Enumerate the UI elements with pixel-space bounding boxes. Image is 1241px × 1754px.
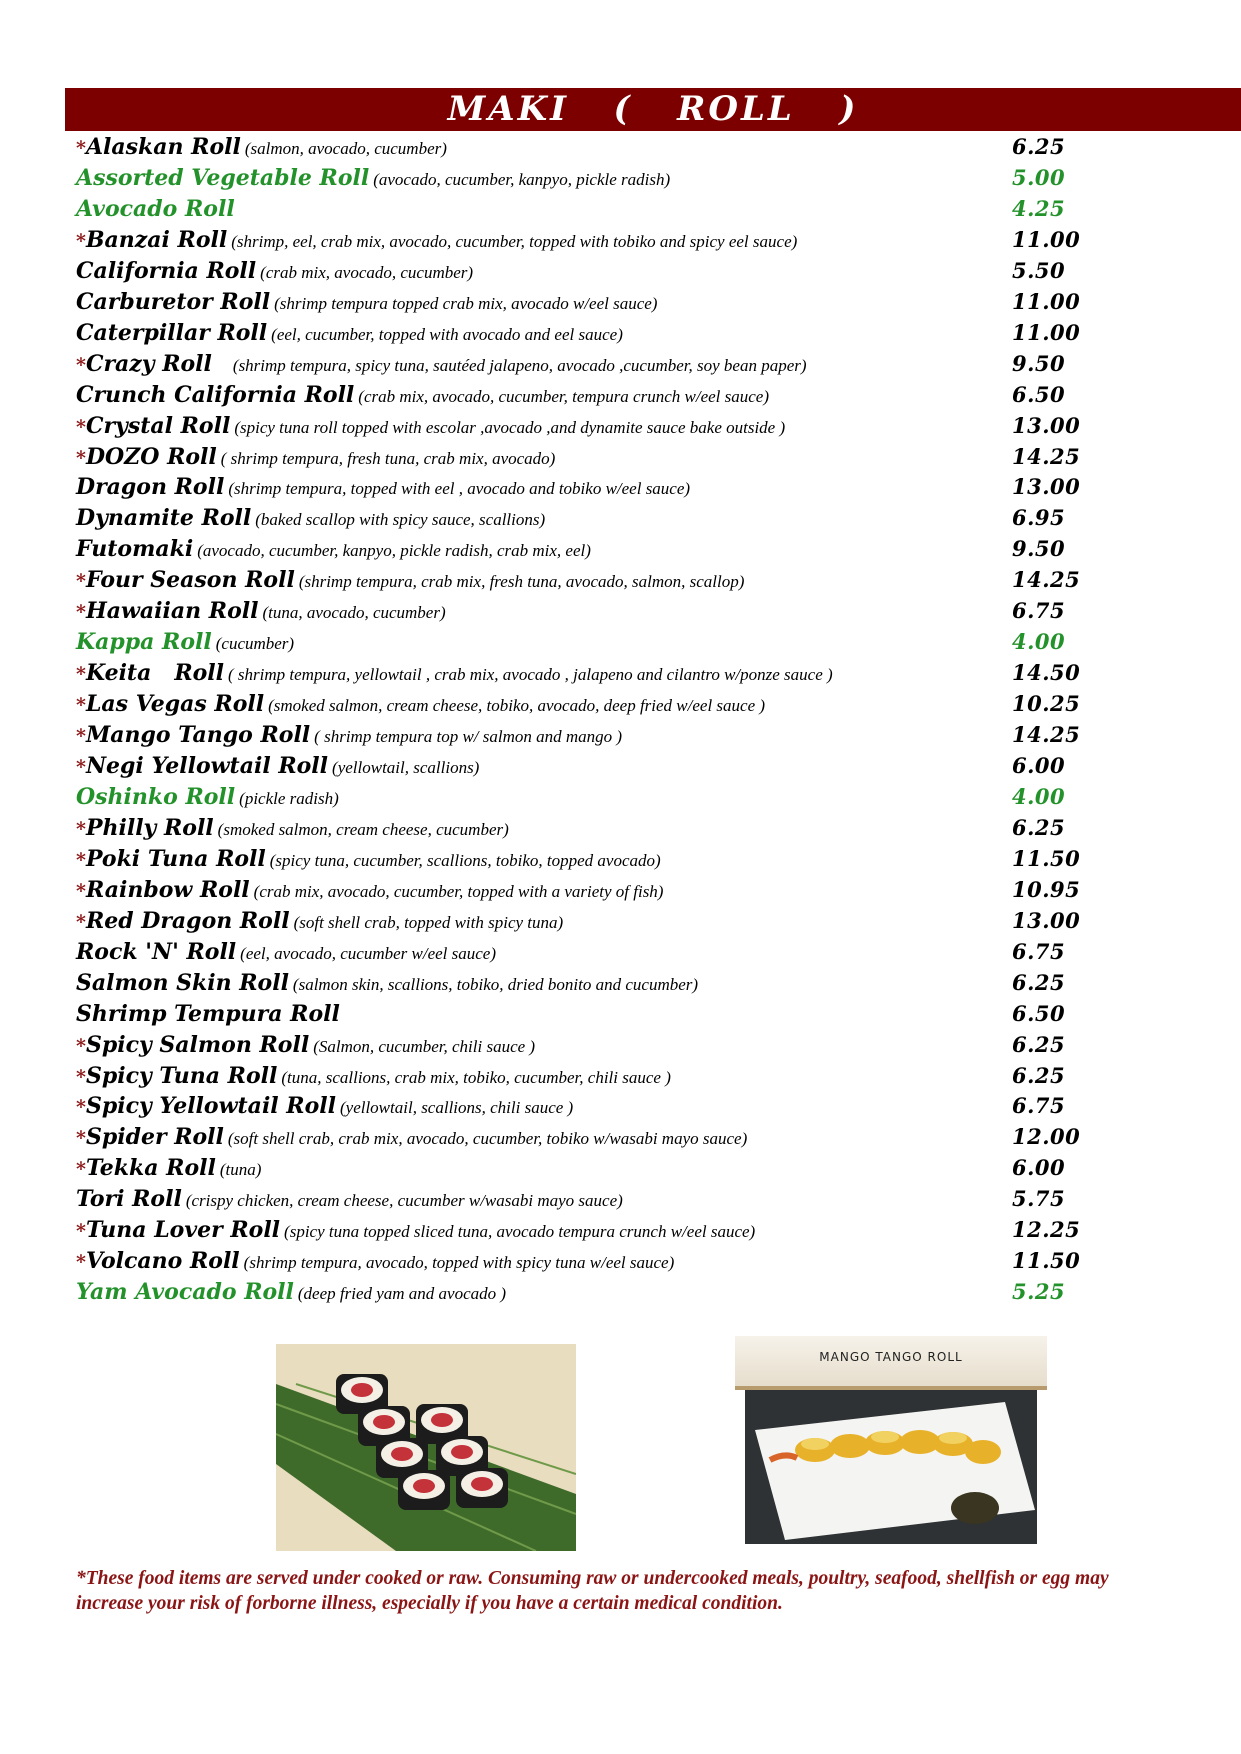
menu-item-name: Yam Avocado Roll [76, 1279, 294, 1306]
raw-item-star: * [76, 848, 86, 871]
menu-item [76, 784, 1176, 814]
menu-item [76, 1186, 1176, 1216]
menu-item-description: (tuna) [219, 1160, 262, 1180]
raw-item-star: * [76, 137, 86, 159]
menu-item-description: (crab mix, avocado, cucumber, tempura crunch w/eel sauce) [358, 386, 770, 406]
mango-tango-roll-photo [745, 1390, 1037, 1544]
menu-item-price: 6.25 [1012, 134, 1066, 159]
menu-item-name: Spicy Salmon Roll [85, 1031, 310, 1058]
menu-item-price: 10.95 [1012, 876, 1081, 902]
menu-item-price: 11.50 [1012, 845, 1081, 871]
menu-item [76, 134, 1176, 164]
menu-item [76, 846, 1176, 876]
menu-item-description: (shrimp tempura, topped with eel , avocado and tobiko w/eel sauce) [228, 479, 691, 499]
menu-item-price: 13.00 [1012, 907, 1081, 933]
menu-item-name: Dragon Roll [76, 474, 225, 501]
menu-item-name: Tori Roll [76, 1186, 182, 1213]
menu-item [76, 165, 1176, 195]
menu-item [76, 939, 1176, 969]
menu-item-description: ( shrimp tempura top w/ salmon and mango ) [314, 727, 623, 747]
menu-item-price: 5.50 [1012, 257, 1066, 283]
menu-item-name: California Roll [76, 257, 257, 284]
raw-item-star: * [76, 663, 86, 686]
menu-item-name: Spicy Tuna Roll [85, 1062, 278, 1089]
menu-item-name: Tekka Roll [85, 1155, 216, 1182]
menu-item-price: 5.25 [1012, 1279, 1066, 1305]
menu-item-description: (spicy tuna roll topped with escolar ,avocado ,and dynamite sauce bake outside ) [234, 417, 786, 437]
menu-item-description: (smoked salmon, cream cheese, tobiko, avocado, deep fried w/eel sauce ) [268, 696, 766, 716]
menu-item-description: (spicy tuna topped sliced tuna, avocado tempura crunch w/eel sauce) [284, 1222, 756, 1242]
menu-item-price: 6.25 [1012, 969, 1066, 995]
menu-item-description: ( shrimp tempura, fresh tuna, crab mix, avocado) [220, 448, 556, 468]
menu-item-name: Spider Roll [85, 1124, 224, 1151]
raw-item-star: * [76, 879, 86, 902]
menu-item-description: (yellowtail, scallions, chili sauce ) [339, 1098, 574, 1118]
menu-item-name: Caterpillar Roll [76, 319, 268, 346]
menu-item-description: (soft shell crab, crab mix, avocado, cucumber, tobiko w/wasabi mayo sauce) [227, 1129, 748, 1149]
menu-item-price: 9.50 [1012, 350, 1066, 376]
menu-item-description: (crab mix, avocado, cucumber) [260, 262, 474, 282]
raw-item-star: * [76, 694, 86, 717]
menu-item-description: (salmon skin, scallions, tobiko, dried bonito and cucumber) [292, 974, 699, 994]
menu-item-price: 6.00 [1012, 1155, 1066, 1181]
raw-item-star: * [76, 446, 86, 469]
menu-item-name: Banzai Roll [85, 226, 228, 253]
menu-item [76, 320, 1176, 350]
menu-item-price: 4.25 [1012, 195, 1066, 221]
menu-item-name: Keita Roll [85, 660, 224, 687]
menu-item-description: (tuna, scallions, crab mix, tobiko, cucumber, chili sauce ) [281, 1067, 671, 1087]
menu-item [76, 877, 1176, 907]
menu-item-name: Philly Roll [85, 814, 214, 841]
menu-item [76, 196, 1176, 226]
raw-item-star: * [76, 229, 86, 252]
menu-item [76, 536, 1176, 566]
menu-item-name: Hawaiian Roll [85, 598, 259, 625]
menu-item-price: 14.25 [1012, 443, 1081, 469]
menu-item-description: (eel, avocado, cucumber w/eel sauce) [240, 943, 497, 963]
menu-item [76, 1217, 1176, 1247]
menu-item [76, 413, 1176, 443]
menu-item-price: 11.00 [1012, 319, 1081, 345]
raw-item-star: * [76, 817, 86, 840]
menu-item-price: 12.00 [1012, 1124, 1081, 1150]
menu-item-price: 11.00 [1012, 288, 1081, 314]
menu-item-name: Avocado Roll [76, 195, 235, 222]
menu-item-description: (tuna, avocado, cucumber) [262, 603, 446, 623]
menu-item-description: (spicy tuna, cucumber, scallions, tobiko, topped avocado) [269, 850, 661, 870]
menu-item-price: 11.00 [1012, 226, 1081, 252]
menu-item-price: 6.50 [1012, 1000, 1066, 1026]
raw-item-star: * [76, 601, 86, 624]
menu-item [76, 227, 1176, 257]
menu-item-description: (salmon, avocado, cucumber) [244, 139, 447, 158]
menu-item-price: 4.00 [1012, 629, 1066, 655]
menu-item [76, 382, 1176, 412]
section-title: MAKI ( ROLL ) [65, 88, 1241, 131]
menu-item [76, 629, 1176, 659]
menu-item-name: DOZO Roll [85, 443, 217, 470]
menu-item [76, 567, 1176, 597]
menu-item-description: (Salmon, cucumber, chili sauce ) [313, 1036, 536, 1056]
menu-item-name: Carburetor Roll [76, 288, 271, 315]
menu-item [76, 258, 1176, 288]
menu-item-price: 6.75 [1012, 598, 1066, 624]
menu-item-description: (yellowtail, scallions) [332, 758, 480, 777]
menu-item-name: Las Vegas Roll [85, 691, 265, 718]
menu-item [76, 722, 1176, 752]
menu-item-name: Crunch California Roll [76, 381, 355, 408]
mango-tango-caption-bar [735, 1336, 1047, 1390]
menu-item [76, 1063, 1176, 1093]
raw-item-star: * [76, 1220, 86, 1243]
menu-item-description: (shrimp tempura, crab mix, fresh tuna, avocado, salmon, scallop) [298, 572, 745, 592]
raw-item-star: * [76, 1065, 86, 1088]
menu-item-name: Tuna Lover Roll [85, 1217, 281, 1244]
menu-item-name: Spicy Yellowtail Roll [85, 1093, 336, 1120]
menu-item [76, 1032, 1176, 1062]
raw-item-star: * [76, 910, 86, 933]
menu-item-name: Dynamite Roll [76, 505, 252, 532]
raw-item-star: * [76, 415, 86, 438]
menu-item-name: Crystal Roll [85, 412, 231, 439]
menu-item-price: 6.25 [1012, 814, 1066, 840]
menu-item-price: 6.25 [1012, 1062, 1066, 1088]
raw-item-star: * [76, 1251, 86, 1274]
menu-item-price: 14.50 [1012, 660, 1081, 686]
menu-item-price: 5.00 [1012, 164, 1066, 190]
menu-item-price: 6.25 [1012, 1031, 1066, 1057]
menu-item [76, 598, 1176, 628]
menu-item-price: 13.00 [1012, 474, 1081, 500]
tekka-roll-photo [276, 1344, 576, 1551]
menu-item-name: Four Season Roll [85, 567, 295, 594]
raw-item-star: * [76, 1127, 86, 1150]
menu-item [76, 1001, 1176, 1031]
menu-item [76, 753, 1176, 783]
raw-item-star: * [76, 353, 86, 376]
menu-item-price: 6.75 [1012, 938, 1066, 964]
menu-item-description: (smoked salmon, cream cheese, cucumber) [217, 819, 509, 839]
menu-item-price: 6.00 [1012, 753, 1066, 778]
menu-item-price: 13.00 [1012, 412, 1081, 438]
raw-item-star: * [76, 756, 86, 778]
menu-item [76, 1279, 1176, 1309]
raw-item-star: * [76, 1158, 86, 1181]
menu-item [76, 660, 1176, 690]
menu-item-name: Mango Tango Roll [85, 722, 311, 749]
raw-item-star: * [76, 570, 86, 593]
menu-item-name: Rock 'N' Roll [76, 938, 237, 965]
menu-item-description: (pickle radish) [239, 788, 339, 808]
menu-item [76, 1093, 1176, 1123]
menu-item [76, 505, 1176, 535]
menu-item-name: Negi Yellowtail Roll [85, 753, 329, 779]
menu-item-description: (cucumber) [215, 634, 295, 654]
menu-item-price: 6.50 [1012, 381, 1066, 407]
menu-item-name: Assorted Vegetable Roll [76, 164, 370, 191]
menu-item-description: (eel, cucumber, topped with avocado and eel sauce) [271, 324, 623, 344]
menu-item-description: (shrimp, eel, crab mix, avocado, cucumber, topped with tobiko and spicy eel sauce) [231, 231, 798, 251]
menu-item-price: 9.50 [1012, 536, 1066, 562]
menu-item-description: (shrimp tempura topped crab mix, avocado w/eel sauce) [274, 293, 658, 313]
menu-item [76, 908, 1176, 938]
menu-item-description: (crab mix, avocado, cucumber, topped with a variety of fish) [253, 881, 664, 901]
menu-item-price: 6.75 [1012, 1093, 1066, 1119]
menu-item-name: Red Dragon Roll [85, 907, 290, 934]
disclaimer-note: *These food items are served under cooked or raw. Consuming raw or undercooked meals, poultry, seafood, shellfish or egg may increase your risk of forborne illness, especially if you have a certain medical condition. [76, 1568, 1109, 1614]
menu-item-description: ( shrimp tempura, yellowtail , crab mix, avocado , jalapeno and cilantro w/ponze sauce ) [228, 665, 833, 685]
menu-item [76, 289, 1176, 319]
menu-item-name: Kappa Roll [76, 629, 212, 656]
raw-item-star: * [76, 1034, 86, 1057]
menu-item-price: 5.75 [1012, 1186, 1066, 1212]
menu-item-description: (baked scallop with spicy sauce, scallions) [255, 510, 546, 530]
menu-item-name: Futomaki [76, 536, 194, 563]
menu-item [76, 1248, 1176, 1278]
menu-item-price: 11.50 [1012, 1248, 1081, 1274]
menu-item-name: Rainbow Roll [85, 876, 250, 903]
menu-item-name: Shrimp Tempura Roll [76, 1000, 340, 1027]
menu-item-name: Salmon Skin Roll [76, 969, 289, 996]
menu-item-name: Poki Tuna Roll [85, 845, 266, 872]
raw-item-star: * [76, 1096, 86, 1119]
menu-item-price: 14.25 [1012, 722, 1081, 748]
menu-item [76, 351, 1176, 381]
menu-item-name: Oshinko Roll [76, 783, 236, 810]
menu-item-name: Alaskan Roll [85, 134, 241, 160]
raw-item-star: * [76, 725, 86, 748]
menu-item-description: (avocado, cucumber, kanpyo, pickle radish, crab mix, eel) [197, 541, 591, 561]
menu-item [76, 474, 1176, 504]
menu-item-description: (shrimp tempura, avocado, topped with spicy tuna w/eel sauce) [243, 1253, 675, 1273]
menu-item-price: 10.25 [1012, 691, 1081, 717]
menu-item-description: (deep fried yam and avocado ) [297, 1284, 507, 1304]
menu-item [76, 1155, 1176, 1185]
menu-item-description: (shrimp tempura, spicy tuna, sautéed jalapeno, avocado ,cucumber, soy bean paper) [215, 355, 807, 375]
mango-tango-caption: MANGO TANGO ROLL [819, 1350, 963, 1364]
menu-item-name: Crazy Roll [85, 350, 212, 377]
menu-item [76, 691, 1176, 721]
menu-item-name: Volcano Roll [85, 1248, 240, 1275]
menu-item-description: (crispy chicken, cream cheese, cucumber w/wasabi mayo sauce) [185, 1191, 623, 1211]
menu-item-price: 6.95 [1012, 505, 1066, 531]
menu-item-price: 12.25 [1012, 1217, 1081, 1243]
menu-item-description: (soft shell crab, topped with spicy tuna) [293, 912, 564, 932]
menu-item [76, 1124, 1176, 1154]
menu-item-price: 4.00 [1012, 783, 1066, 809]
menu-item [76, 444, 1176, 474]
menu-item [76, 970, 1176, 1000]
menu-item-description: (avocado, cucumber, kanpyo, pickle radish) [373, 169, 671, 189]
menu-item [76, 815, 1176, 845]
menu-item-price: 14.25 [1012, 567, 1081, 593]
